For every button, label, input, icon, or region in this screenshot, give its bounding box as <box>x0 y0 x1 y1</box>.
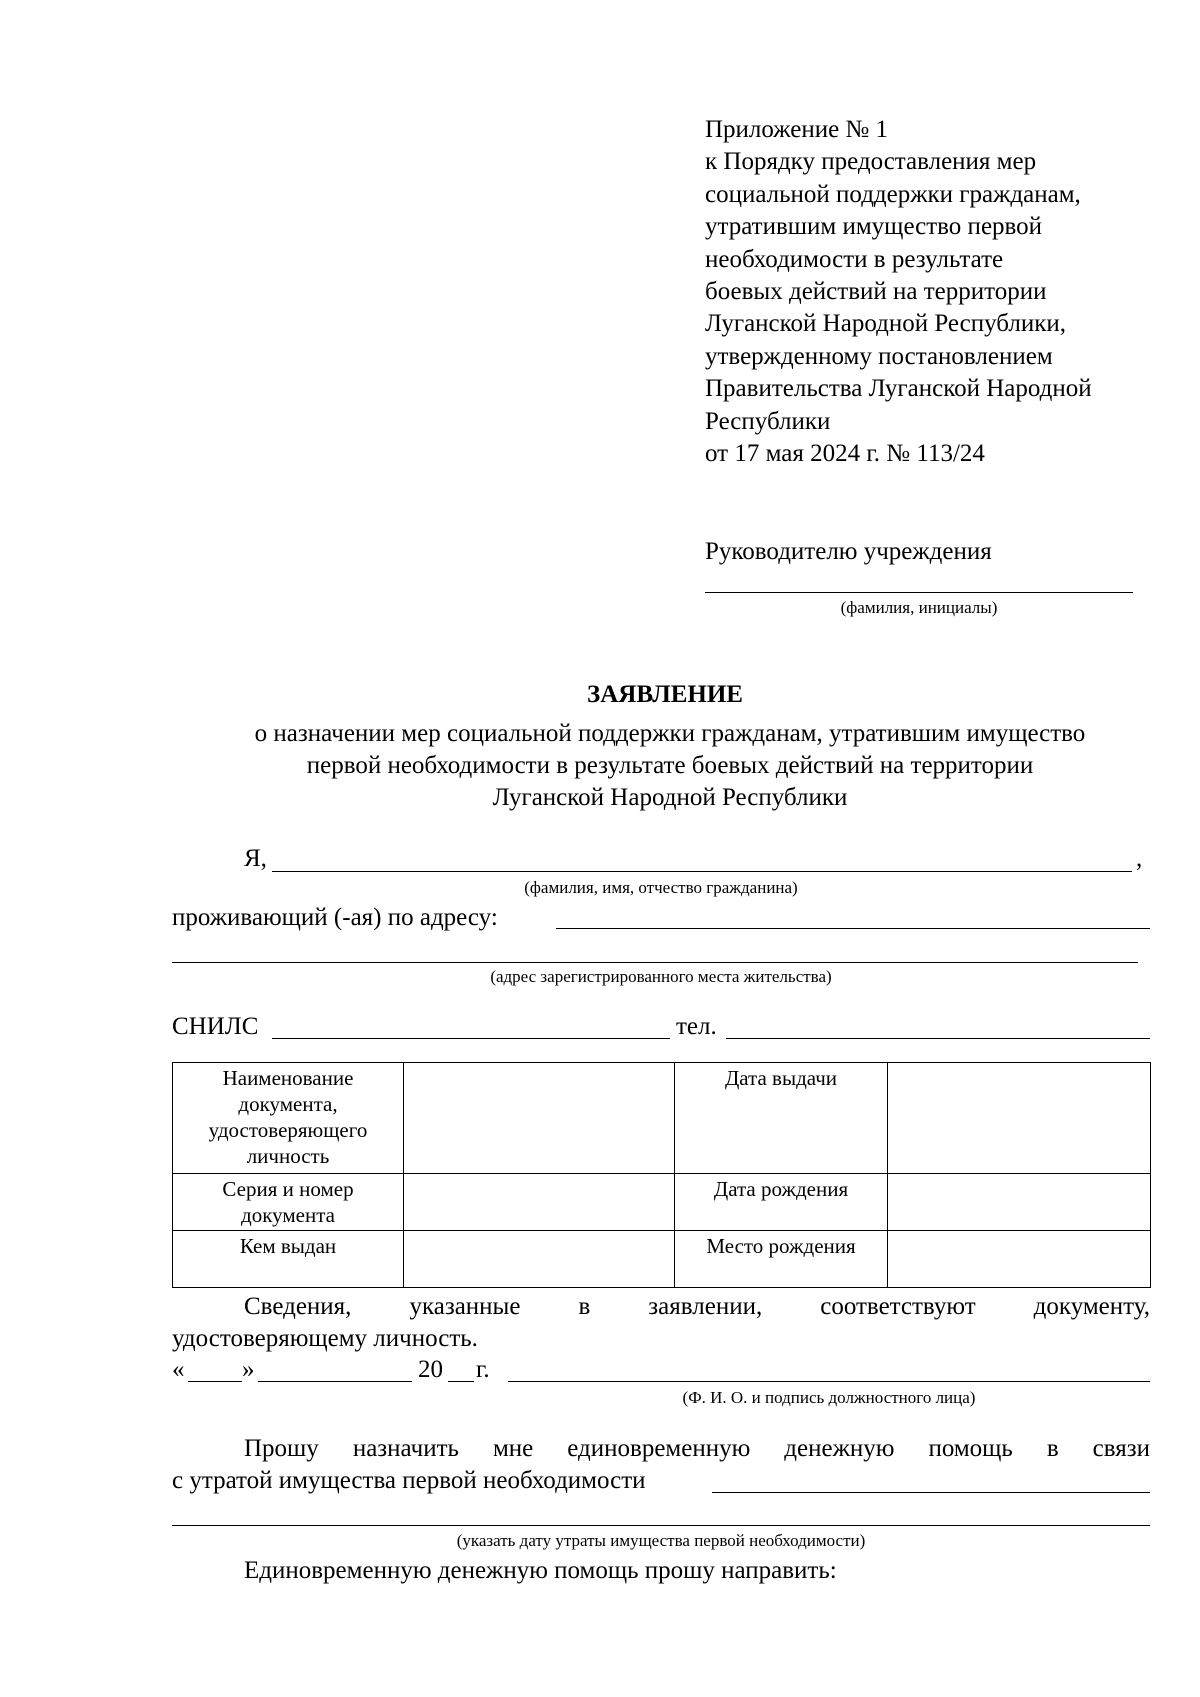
appendix-line: Приложение № 1 <box>705 116 889 143</box>
loss-date-hint: (указать дату утраты имущества первой необходимости) <box>456 1531 866 1550</box>
appendix-block <box>705 114 1092 470</box>
loss-date-field-2[interactable] <box>172 1525 1150 1526</box>
table-row <box>173 1231 1151 1288</box>
table-value-cell[interactable] <box>404 1231 675 1288</box>
applicant-name-field[interactable] <box>272 871 1132 872</box>
applicant-prefix: Я, <box>244 845 267 872</box>
official-signature-field[interactable] <box>508 1381 1150 1382</box>
table-value-cell[interactable] <box>888 1231 1151 1288</box>
recipient-name-field[interactable] <box>705 592 1133 593</box>
table-label-cell: Дата рождения <box>675 1174 888 1231</box>
table-label-cell: Серия и номер документа <box>173 1174 404 1231</box>
table-value-cell[interactable] <box>404 1063 675 1174</box>
appendix-line: к Порядку предоставления мер <box>705 148 1037 176</box>
applicant-hint: (фамилия, имя, отчество гражданина) <box>524 878 798 897</box>
date-open-quote: « <box>172 1356 185 1383</box>
date-month-field[interactable] <box>258 1381 412 1382</box>
appendix-line: от 17 мая 2024 г. № 113/24 <box>705 440 985 468</box>
table-label-cell: Дата выдачи <box>675 1063 888 1174</box>
appendix-line: боевых действий на территории <box>705 278 1047 306</box>
recipient-label: Руководителю учреждения <box>705 538 992 565</box>
table-row <box>173 1174 1151 1231</box>
verification-line-1: Сведения, указанные в заявлении, соответствуют документу, <box>244 1293 1150 1320</box>
signature-hint: (Ф. И. О. и подпись должностного лица) <box>682 1388 976 1407</box>
address-field-2[interactable] <box>172 962 1138 963</box>
table-label-cell: Кем выдан <box>173 1231 404 1288</box>
phone-label: тел. <box>676 1013 717 1040</box>
document-title: ЗАЯВЛЕНИЕ <box>587 681 743 708</box>
table-value-cell[interactable] <box>888 1063 1151 1174</box>
address-field-1[interactable] <box>556 928 1150 929</box>
snils-label: СНИЛС <box>172 1013 259 1040</box>
appendix-line: необходимости в результате <box>705 245 1004 273</box>
table-label-cell: Наименование документа, удостоверяющего личность <box>173 1063 404 1174</box>
date-day-field[interactable] <box>188 1381 242 1382</box>
appendix-line: Правительства Луганской Народной <box>705 375 1092 403</box>
table-row <box>173 1063 1151 1174</box>
date-close-quote: » <box>242 1356 255 1383</box>
appendix-line: утвержденному постановлением <box>705 342 1053 370</box>
appendix-line: утратившим имущество первой <box>705 213 1043 241</box>
subtitle-line: Луганской Народной Республики <box>492 784 848 811</box>
date-year-prefix: 20 <box>418 1356 443 1383</box>
loss-date-field-1[interactable] <box>712 1492 1150 1493</box>
applicant-suffix: , <box>1136 845 1143 872</box>
request-line-2: с утратой имущества первой необходимости <box>172 1467 646 1494</box>
payment-direction: Единовременную денежную помощь прошу направить: <box>244 1557 837 1584</box>
address-label: проживающий (-ая) по адресу: <box>172 904 498 931</box>
recipient-hint: (фамилия, инициалы) <box>840 598 998 617</box>
appendix-line: Республики <box>705 407 831 435</box>
address-hint: (адрес зарегистрированного места жительства) <box>490 967 832 986</box>
date-year-field[interactable] <box>448 1381 474 1382</box>
subtitle-line: о назначении мер социальной поддержки гражданам, утратившим имущество <box>254 720 1086 747</box>
table-value-cell[interactable] <box>888 1174 1151 1231</box>
request-line-1: Прошу назначить мне единовременную денежную помощь в связи <box>244 1435 1150 1462</box>
document-subtitle <box>170 718 1170 814</box>
subtitle-line: первой необходимости в результате боевых действий на территории <box>306 752 1034 779</box>
snils-field[interactable] <box>272 1038 670 1039</box>
table-label-cell: Место рождения <box>675 1231 888 1288</box>
phone-field[interactable] <box>726 1038 1150 1039</box>
table-value-cell[interactable] <box>404 1174 675 1231</box>
appendix-line: Луганской Народной Республики, <box>705 310 1066 338</box>
date-year-suffix: г. <box>476 1356 490 1383</box>
identity-document-table <box>172 1062 1151 1288</box>
appendix-line: социальной поддержки гражданам, <box>705 180 1081 208</box>
verification-line-2: удостоверяющему личность. <box>172 1325 478 1352</box>
